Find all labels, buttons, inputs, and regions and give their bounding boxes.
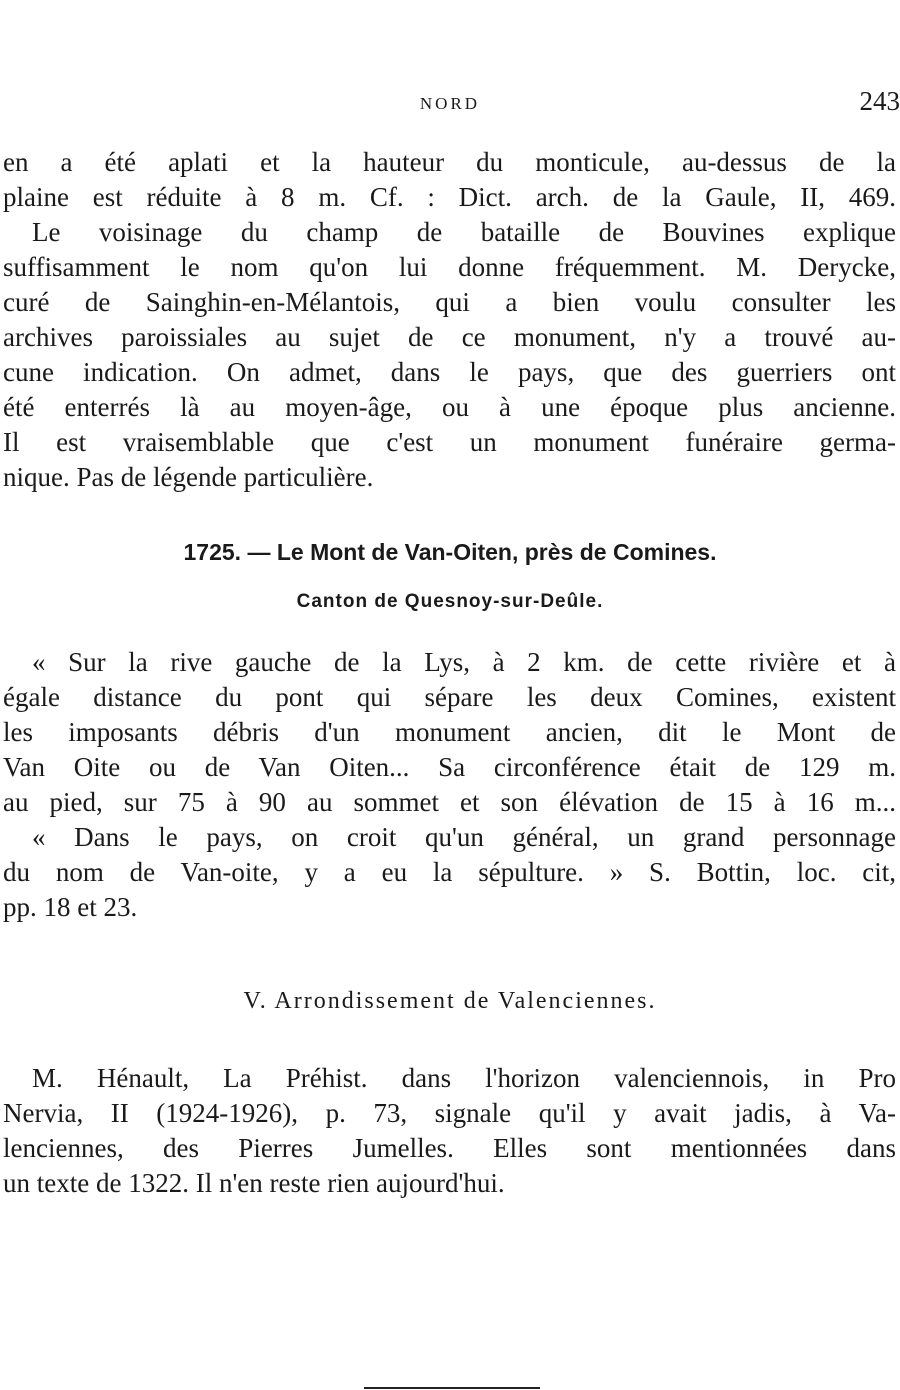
text-line: lenciennes, des Pierres Jumelles. Elles sont mentionnées dans <box>3 1133 896 1163</box>
text-line: un texte de 1322. Il n'en reste rien aujourd'hui. <box>3 1168 505 1198</box>
text-line: Il est vraisemblable que c'est un monument funéraire germa- <box>3 427 896 457</box>
text-line: nique. Pas de légende particulière. <box>3 462 374 492</box>
text-line: suffisamment le nom qu'on lui donne fréquemment. M. Derycke, <box>3 252 896 282</box>
text-line: cune indication. On admet, dans le pays, que des guerriers ont <box>3 357 896 387</box>
running-title: NORD <box>419 94 481 113</box>
section-title: V. Arrondissement de Valenciennes. <box>243 988 657 1014</box>
text-line: « Sur la rive gauche de la Lys, à 2 km. de cette rivière et à <box>32 647 896 677</box>
footer-rule <box>364 1387 540 1389</box>
text-line: du nom de Van-oite, y a eu la sépulture. » S. Bottin, loc. cit, <box>3 857 896 887</box>
page-number: 243 <box>859 86 900 116</box>
text-line: égale distance du pont qui sépare les deux Comines, existent <box>3 682 896 712</box>
text-line: Van Oite ou de Van Oiten... Sa circonférence était de 129 m. <box>3 752 896 782</box>
text-line: Le voisinage du champ de bataille de Bouvines explique <box>32 217 896 247</box>
text-line: pp. 18 et 23. <box>3 892 138 922</box>
text-line: été enterrés là au moyen-âge, ou à une époque plus ancienne. <box>3 392 896 422</box>
text-line: les imposants débris d'un monument ancien, dit le Mont de <box>3 717 896 747</box>
text-line: au pied, sur 75 à 90 au sommet et son élévation de 15 à 16 m... <box>3 787 896 817</box>
text-line: plaine est réduite à 8 m. Cf. : Dict. arch. de la Gaule, II, 469. <box>3 182 896 212</box>
text-line: curé de Sainghin-en-Mélantois, qui a bien voulu consulter les <box>3 287 896 317</box>
entry-title: 1725. — Le Mont de Van-Oiten, près de Comines. <box>183 539 717 565</box>
text-line: archives paroissiales au sujet de ce monument, n'y a trouvé au- <box>3 322 896 352</box>
text-line: en a été aplati et la hauteur du monticule, au-dessus de la <box>3 147 896 177</box>
text-line: M. Hénault, La Préhist. dans l'horizon valenciennois, in Pro <box>32 1063 896 1093</box>
text-line: « Dans le pays, on croit qu'un général, un grand personnage <box>32 822 896 852</box>
entry-subtitle: Canton de Quesnoy-sur-Deûle. <box>296 591 604 612</box>
text-line: Nervia, II (1924-1926), p. 73, signale qu'il y avait jadis, à Va- <box>3 1098 896 1128</box>
